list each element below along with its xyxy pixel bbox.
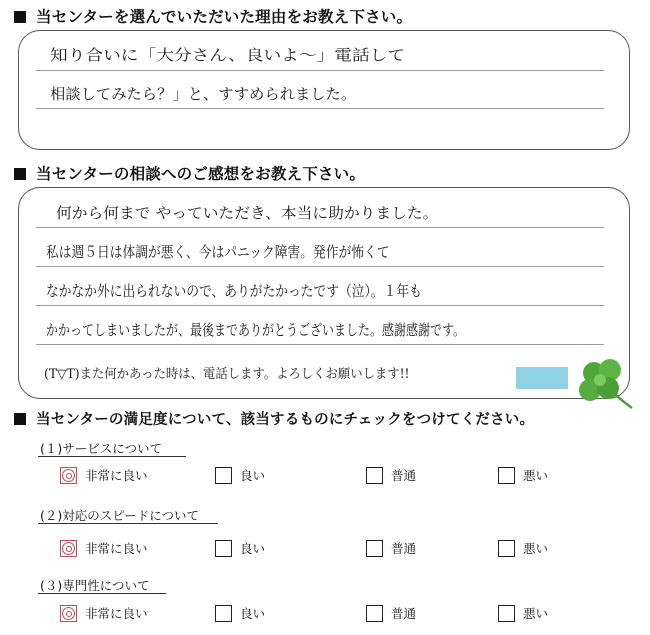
- bullet-square-icon: [14, 413, 26, 425]
- impression-answer-line-5: (T▽T)また何かあった時は、電話します。よろしくお願いします!!: [44, 367, 410, 382]
- checkbox-icon[interactable]: [366, 605, 383, 622]
- q2-option-bad[interactable]: 悪い: [498, 539, 548, 557]
- checkbox-icon[interactable]: [215, 605, 232, 622]
- checkbox-checked-icon[interactable]: [60, 467, 77, 484]
- q3-option-good[interactable]: 良い: [215, 604, 265, 622]
- checkbox-icon[interactable]: [498, 540, 515, 557]
- q2-option-normal[interactable]: 普通: [366, 539, 416, 557]
- section3-heading: 当センターの満足度について、該当するものにチェックをつけてください。: [14, 408, 534, 429]
- q3-option-very-good[interactable]: 非常に良い: [60, 604, 148, 622]
- q1-option-good[interactable]: 良い: [215, 466, 265, 484]
- impression-answer-line-4: かかってしまいましたが、最後までありがとうございました。感謝感謝です。: [46, 321, 466, 339]
- checkbox-icon[interactable]: [366, 467, 383, 484]
- checkbox-icon[interactable]: [498, 467, 515, 484]
- checkbox-icon[interactable]: [215, 540, 232, 557]
- flower-stamp-icon: [62, 469, 75, 482]
- ruled-line: [36, 108, 604, 109]
- section1-heading: 当センターを選んでいただいた理由をお教え下さい。: [14, 5, 412, 27]
- q3-option-bad[interactable]: 悪い: [498, 604, 548, 622]
- impression-answer-line-1: 何から何まで やっていただき、本当に助かりました。: [56, 204, 439, 222]
- impression-answer-line-2: 私は週５日は体調が悪く、今はパニック障害。発作が怖くて: [46, 243, 390, 261]
- ruled-line: [36, 227, 604, 228]
- q2-option-very-good[interactable]: 非常に良い: [60, 539, 148, 557]
- question-underline: [38, 593, 166, 594]
- reason-answer-line-2: 相談してみたら？」と、すすめられました。: [50, 85, 357, 103]
- question-underline: [38, 456, 186, 457]
- bullet-square-icon: [14, 11, 26, 23]
- question-underline: [38, 523, 218, 524]
- question-1-label: (１)サービスについて: [40, 441, 163, 456]
- checkbox-checked-icon[interactable]: [60, 605, 77, 622]
- bullet-square-icon: [14, 168, 26, 180]
- blue-sticker: [516, 367, 568, 389]
- ruled-line: [36, 70, 604, 71]
- q2-option-good[interactable]: 良い: [215, 539, 265, 557]
- impression-answer-line-3: なかなか外に出られないので、ありがたかったです（泣）。１年も: [46, 282, 422, 300]
- clover-icon: [574, 358, 638, 410]
- q1-option-bad[interactable]: 悪い: [498, 466, 548, 484]
- ruled-line: [36, 305, 604, 306]
- checkbox-icon[interactable]: [498, 605, 515, 622]
- question-2-label: (２)対応のスピードについて: [40, 508, 200, 523]
- flower-stamp-icon: [62, 542, 75, 555]
- reason-answer-line-1: 知り合いに「大分さん、良いよ～」電話して: [50, 46, 406, 64]
- section2-heading: 当センターの相談へのご感想をお教え下さい。: [14, 162, 365, 184]
- q1-option-normal[interactable]: 普通: [366, 466, 416, 484]
- question-3-label: (３)専門性について: [40, 578, 150, 593]
- ruled-line: [36, 266, 604, 267]
- q1-option-very-good[interactable]: 非常に良い: [60, 466, 148, 484]
- q3-option-normal[interactable]: 普通: [366, 604, 416, 622]
- checkbox-icon[interactable]: [215, 467, 232, 484]
- checkbox-icon[interactable]: [366, 540, 383, 557]
- ruled-line: [36, 344, 604, 345]
- flower-stamp-icon: [62, 607, 75, 620]
- checkbox-checked-icon[interactable]: [60, 540, 77, 557]
